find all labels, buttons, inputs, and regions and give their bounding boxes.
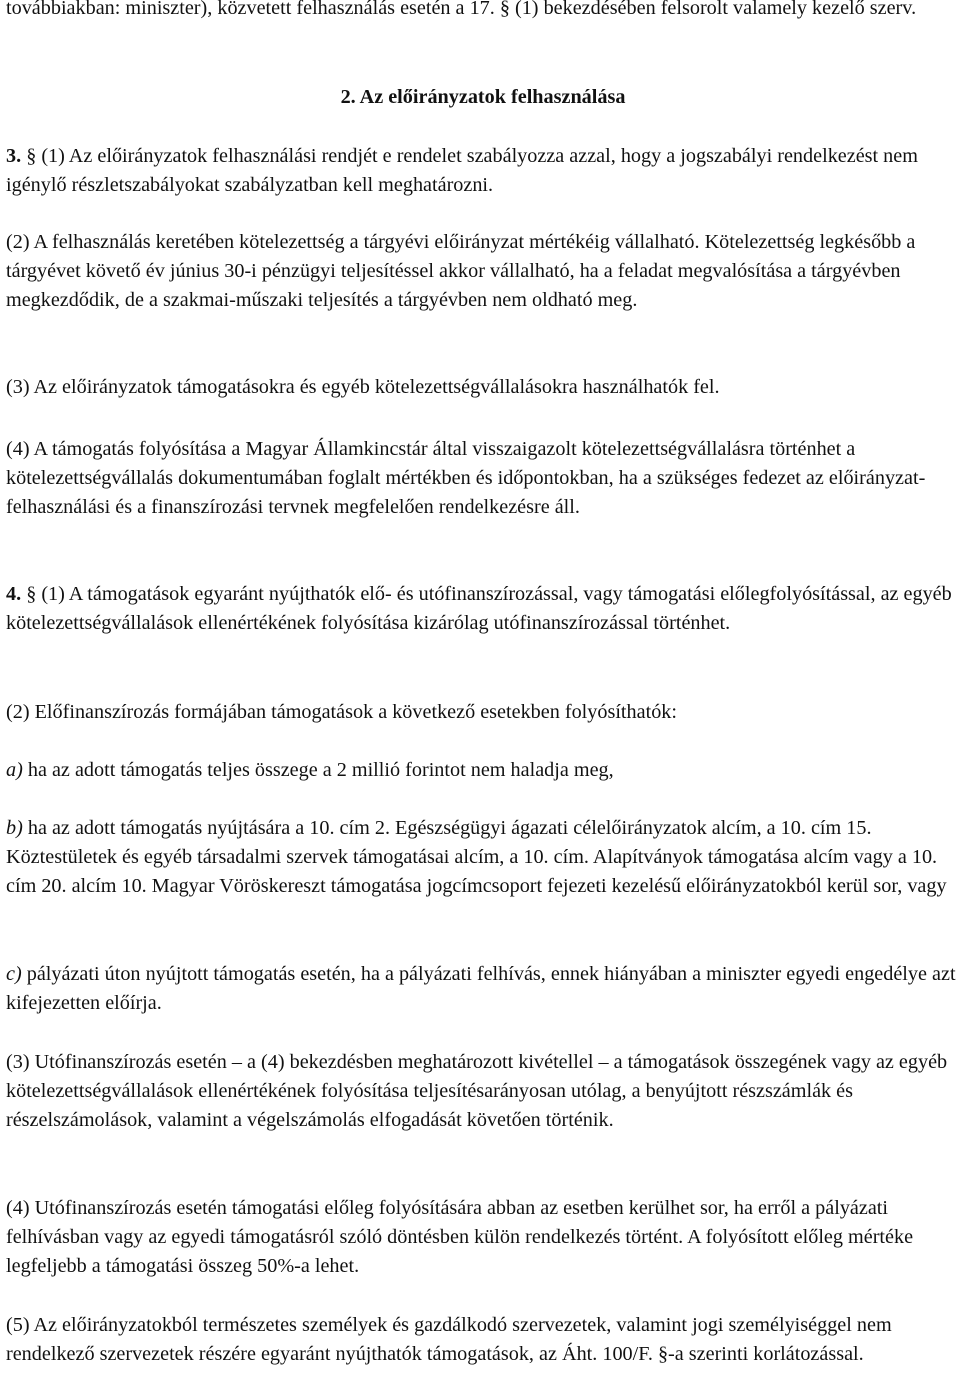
list-item-a <box>6 756 960 785</box>
intro-paragraph: továbbiakban: miniszter), közvetett felhasználás esetén a 17. § (1) bekezdésében felsorolt valamely kezelő szerv. <box>6 0 917 19</box>
list-text: ha az adott támogatás teljes összege a 2 millió forintot nem haladja meg, <box>22 759 614 781</box>
section-3-paragraph-3: (3) Az előirányzatok támogatásokra és egyéb kötelezettségvállalásokra használhatók fel. <box>6 376 720 398</box>
section-heading: 2. Az előirányzatok felhasználása <box>340 86 626 108</box>
section-4-paragraph-5: (5) Az előirányzatokból természetes személyek és gazdálkodó szervezetek, valamint jogi személyiséggel nem rendelkező szervezetek részére egyaránt nyújthatók támogatások, az Áht. 100/F. §-a szerinti korlátozással. <box>6 1314 892 1365</box>
list-text: pályázati úton nyújtott támogatás esetén, ha a pályázati felhívás, ennek hiányában a miniszter egyedi engedélye azt kifejezetten előírja. <box>6 963 956 1014</box>
section-4-paragraph-1 <box>6 580 960 638</box>
section-number: 3. <box>6 145 22 167</box>
section-number: 4. <box>6 583 22 605</box>
list-item-c <box>6 960 960 1018</box>
list-label: c) <box>6 963 22 985</box>
list-label: a) <box>6 759 23 781</box>
section-4-paragraph-2: (2) Előfinanszírozás formájában támogatások a következő esetekben folyósíthatók: <box>6 701 677 723</box>
list-label: b) <box>6 817 23 839</box>
section-4-paragraph-4: (4) Utófinanszírozás esetén támogatási előleg folyósítására abban az esetben kerülhet sor, ha erről a pályázati felhívásban vagy az egyedi támogatásról szóló döntésben külön rendelkezés történt. A folyósított előleg mértéke legfeljebb a támogatási összeg 50%-a lehet. <box>6 1197 914 1277</box>
section-3-paragraph-2: (2) A felhasználás keretében kötelezettség a tárgyévi előirányzat mértékéig vállalható. Kötelezettség legkésőbb a tárgyévet követő év június 30-i pénzügyi teljesítéssel akkor vállalható, ha a feladat megvalósítása a tárgyévben megkezdődik, de a szakmai-műszaki teljesítés a tárgyévben nem oldható meg. <box>6 231 916 311</box>
section-3-paragraph-1 <box>6 142 960 200</box>
list-text: ha az adott támogatás nyújtására a 10. cím 2. Egészségügyi ágazati célelőirányzatok alcím, a 10. cím 15. Köztestületek és egyéb társadalmi szervek támogatásai alcím, a 10. cím. Alapítványok támogatása alcím vagy a 10. cím 20. alcím 10. Magyar Vöröskereszt támogatása jogcímcsoport fejezeti kezelésű előirányzatokból kerül sor, vagy <box>6 817 947 897</box>
paragraph-text: § (1) A támogatások egyaránt nyújthatók elő- és utófinanszírozással, vagy támogatási előlegfolyósítással, az egyéb kötelezettségvállalások ellenértékének folyósítása kizárólag utófinanszírozással történhet. <box>6 583 952 634</box>
section-3-paragraph-4: (4) A támogatás folyósítása a Magyar Államkincstár által visszaigazolt kötelezettségvállalásra történhet a kötelezettségvállalás dokumentumában foglalt mértékben és időpontokban, ha a szükséges fedezet az előirányzat-felhasználási és a finanszírozási tervnek megfelelően rendelkezésre áll. <box>6 438 926 518</box>
section-4-paragraph-3: (3) Utófinanszírozás esetén – a (4) bekezdésben meghatározott kivétellel – a támogatások összegének vagy az egyéb kötelezettségvállalások ellenértékének folyósítása teljesítésarányosan utólag, a benyújtott részszámlák és részelszámolások, valamint a végelszámolás elfogadását követően történik. <box>6 1051 948 1131</box>
list-item-b <box>6 814 960 900</box>
paragraph-text: § (1) Az előirányzatok felhasználási rendjét e rendelet szabályozza azzal, hogy a jogszabályi rendelkezést nem igénylő részletszabályokat szabályzatban kell meghatározni. <box>6 145 918 196</box>
